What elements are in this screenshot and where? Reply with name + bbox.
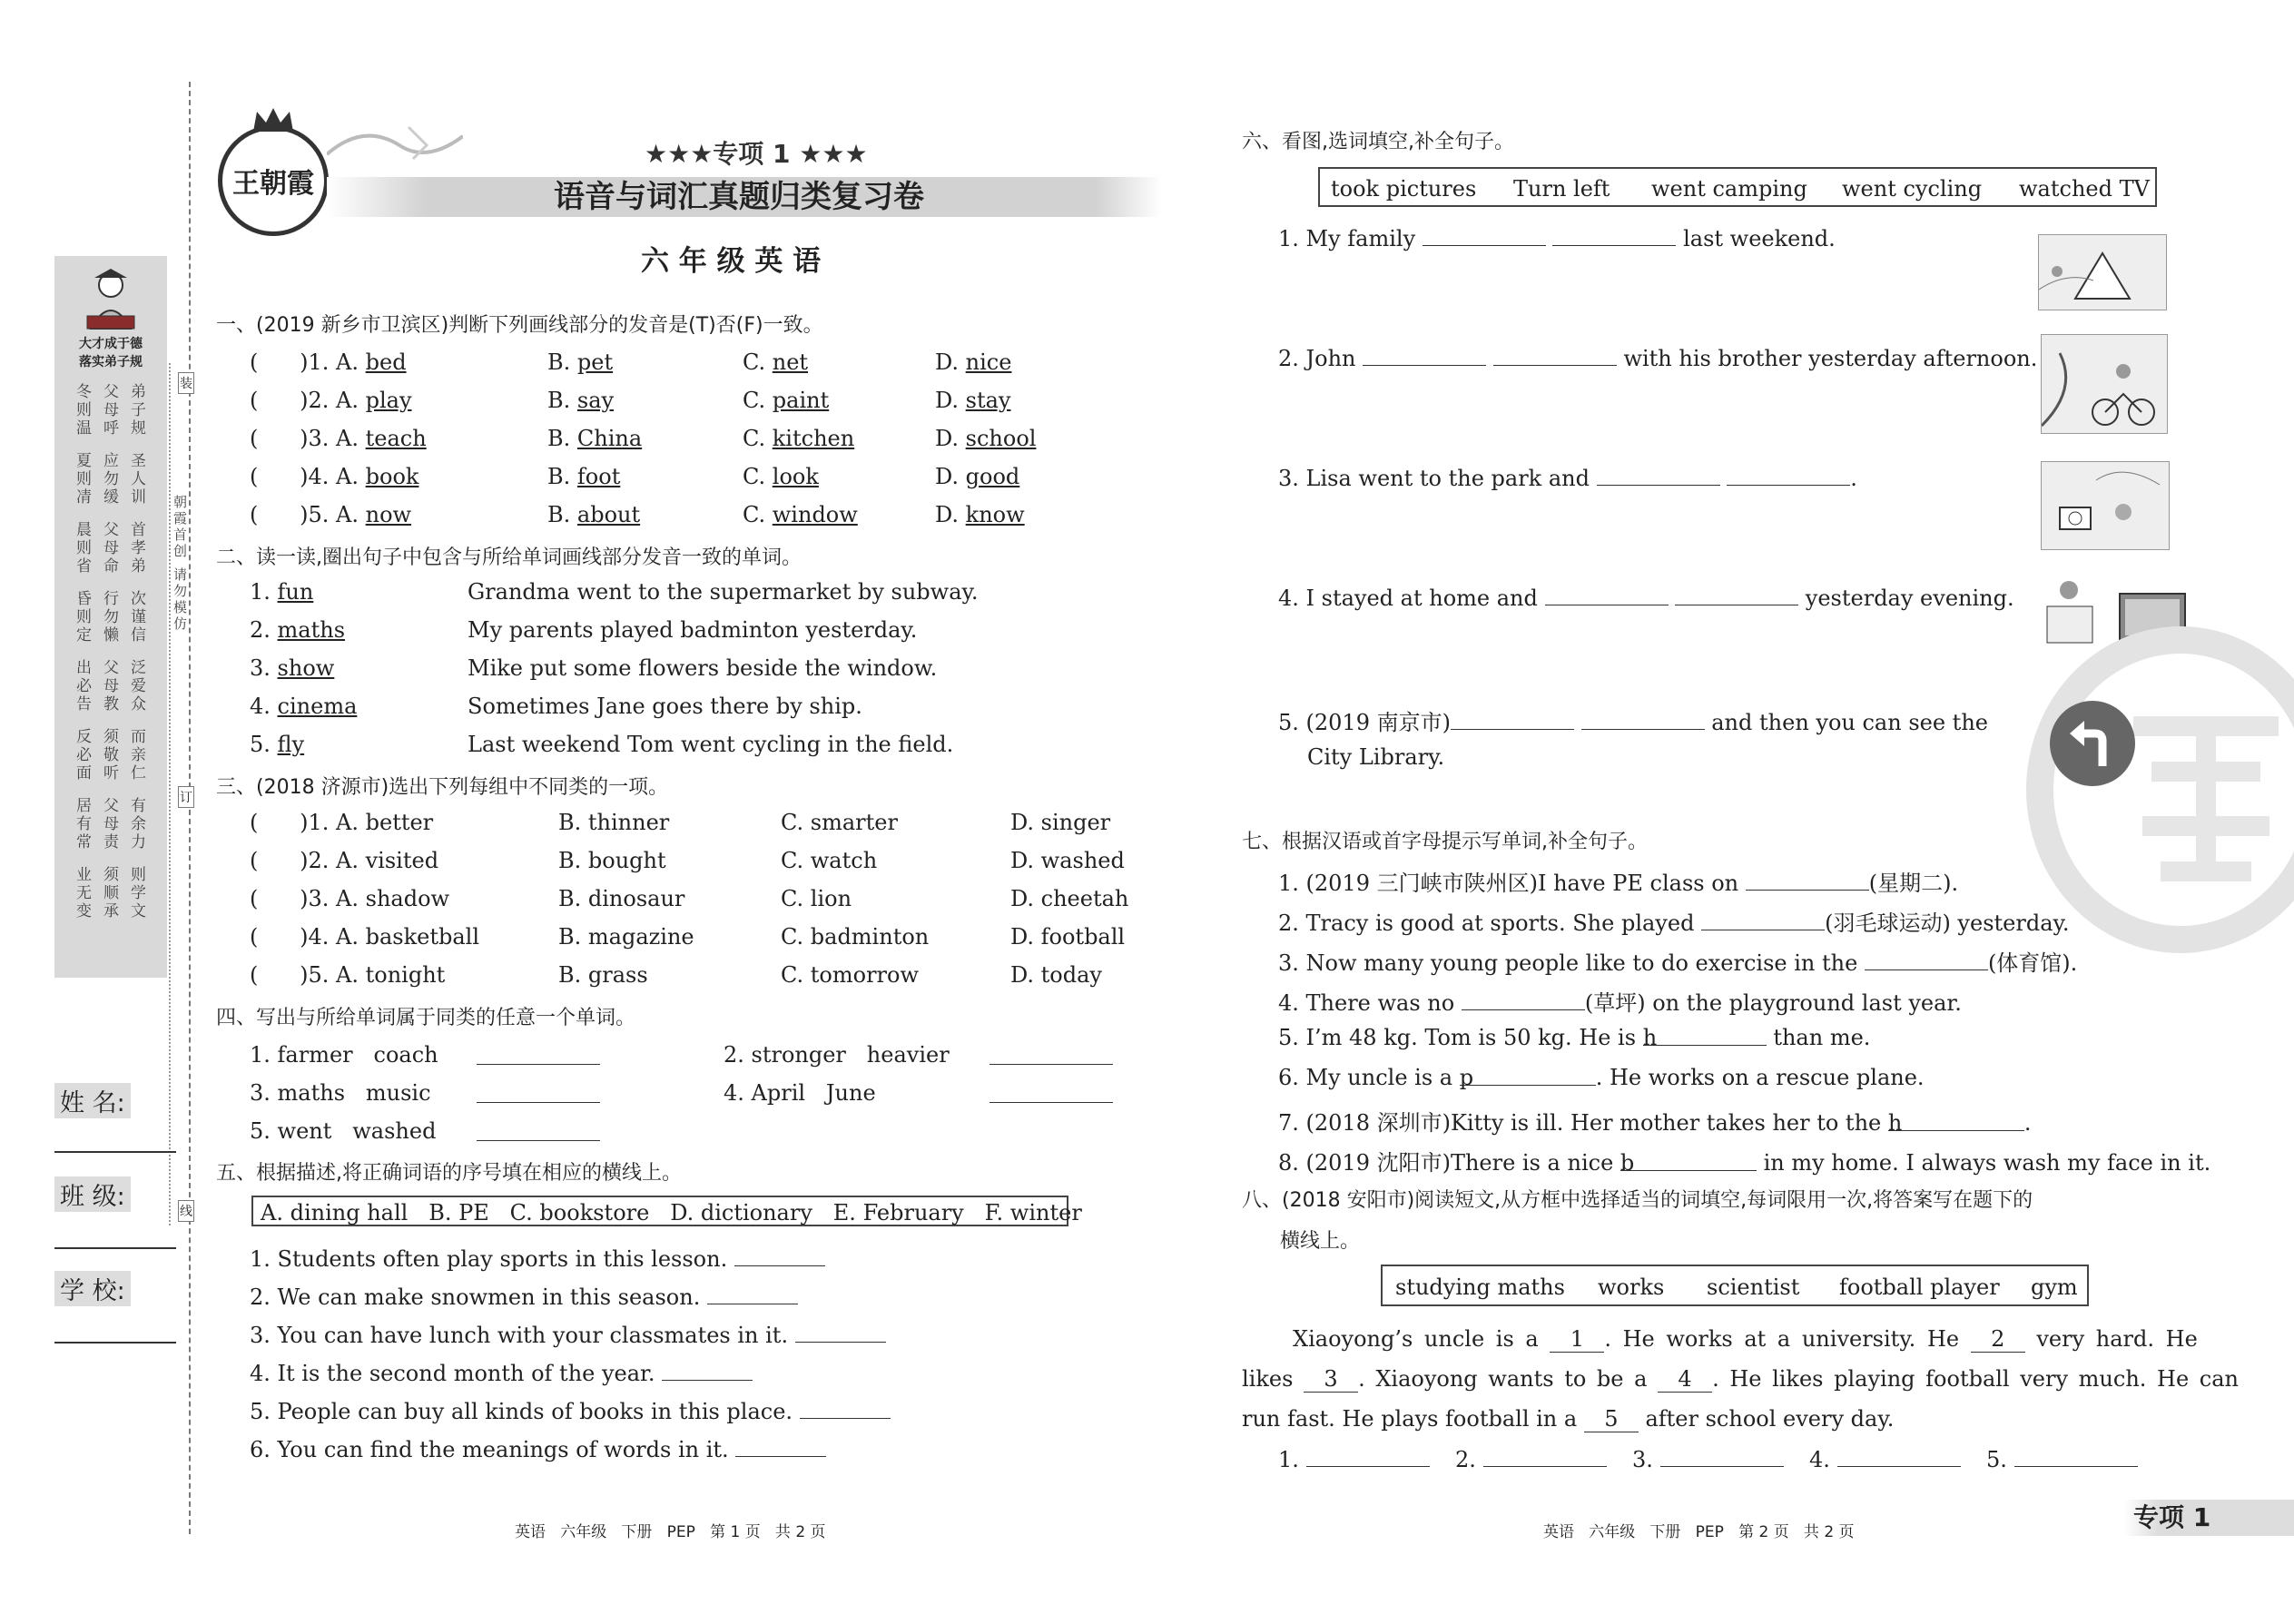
s1-row-d: D. know	[935, 502, 1025, 527]
s8-options-box	[1381, 1265, 2089, 1306]
camping-picture	[2038, 234, 2167, 310]
s3-option-b: B. magazine	[558, 924, 694, 950]
motto-col: 则学文	[127, 866, 145, 920]
motto-col: 昏则定	[73, 590, 91, 645]
s4-item: 1. farmer coach	[250, 1042, 438, 1068]
s8-answer: 5.	[1986, 1446, 2138, 1472]
s2-sentence: Last weekend Tom went cycling in the field.	[468, 732, 954, 757]
s6-item: 2. John with his brother yesterday afternoon.	[1278, 346, 2038, 371]
s8-answer: 3.	[1632, 1446, 1784, 1472]
s1-row-c: C. kitchen	[743, 426, 855, 451]
brand-logo-text: 王朝霞	[232, 168, 314, 200]
park-picture	[2041, 461, 2170, 550]
passage-blank[interactable]: 4	[1658, 1366, 1712, 1393]
section-3-heading: 三、(2018 济源市)选出下列每组中不同类的一项。	[216, 776, 669, 799]
s2-sentence: Grandma went to the supermarket by subway.	[468, 579, 979, 605]
passage-blank[interactable]: 1	[1550, 1326, 1604, 1353]
s1-row-b: B. China	[547, 426, 643, 451]
s7-blank[interactable]: h	[1643, 1025, 1767, 1046]
series-tag: ★★★专项 1 ★★★	[645, 139, 868, 169]
s6-item: 3. Lisa went to the park and .	[1278, 466, 1857, 491]
s7-item: 4. There was no (草坪) on the playground last year.	[1278, 990, 1962, 1016]
s8-answer: 2.	[1455, 1446, 1607, 1472]
passage-line-2: likes 3 . Xiaoyong wants to be a 4 . He likes playing football very much. He can	[1242, 1366, 2239, 1392]
s7-blank[interactable]: b	[1620, 1150, 1757, 1171]
s1-row: ( )5. A. now	[250, 502, 412, 527]
school-field[interactable]	[54, 1342, 176, 1343]
s7-item: 2. Tracy is good at sports. She played (羽毛球运动) yesterday.	[1278, 910, 2070, 936]
turn-left-arrow-icon	[2050, 701, 2135, 786]
motto-col: 反必面	[73, 728, 91, 782]
s6-option: went camping	[1651, 176, 1807, 202]
passage-blank[interactable]: 2	[1971, 1326, 2025, 1353]
s6-blank[interactable]	[1451, 709, 1574, 730]
s1-row-b: B. say	[547, 388, 615, 413]
s1-row-d: D. stay	[935, 388, 1011, 413]
s3-option-c: C. lion	[781, 886, 852, 911]
s6-blank[interactable]	[1552, 225, 1676, 246]
passage-blank[interactable]: 5	[1584, 1406, 1639, 1432]
motto-sidebar	[54, 256, 167, 978]
s5-item: 5. People can buy all kinds of books in this place.	[250, 1398, 891, 1424]
s1-row-c: C. look	[743, 464, 819, 489]
s8-answer: 4.	[1809, 1446, 1961, 1472]
s7-item: 3. Now many young people like to do exercise in the (体育馆).	[1278, 950, 2078, 976]
s5-answer-blank[interactable]	[662, 1360, 753, 1381]
s5-item: 3. You can have lunch with your classmates in it.	[250, 1322, 886, 1348]
section-4-heading: 四、写出与所给单词属于同类的任意一个单词。	[216, 1007, 636, 1029]
s8-answer-blank[interactable]	[1660, 1446, 1784, 1467]
motto-col: 父母责	[100, 797, 118, 851]
s6-option: went cycling	[1842, 176, 1983, 202]
s6-item: 5. (2019 南京市) and then you can see the	[1278, 710, 1988, 735]
motto-col: 冬则温	[73, 383, 91, 438]
motto-line-1: 大才成于德	[79, 337, 143, 351]
seal-char: 装	[178, 372, 194, 394]
motto-line-2: 落实弟子规	[79, 355, 143, 369]
s6-blank[interactable]	[1493, 345, 1617, 366]
s5-answer-blank[interactable]	[795, 1322, 886, 1343]
s3-option-b: B. thinner	[558, 810, 670, 835]
s4-answer-blank[interactable]	[477, 1082, 600, 1103]
motto-col: 首孝弟	[127, 521, 145, 576]
s1-row-d: D. school	[935, 426, 1037, 451]
s4-item: 4. April June	[724, 1080, 876, 1106]
s5-answer-blank[interactable]	[707, 1284, 798, 1304]
section-8-heading-cont: 横线上。	[1280, 1230, 1361, 1253]
s3-option-c: C. tomorrow	[781, 962, 920, 988]
s7-blank[interactable]	[1865, 950, 1988, 970]
s3-option-d: D. football	[1010, 924, 1126, 950]
motto-col: 业无变	[73, 866, 91, 920]
ribbon-decoration-icon	[327, 118, 463, 172]
s6-option: Turn left	[1513, 176, 1610, 202]
mi-watermark-icon	[2115, 690, 2294, 908]
s2-sentence: My parents played badminton yesterday.	[468, 617, 918, 643]
s5-item: 2. We can make snowmen in this season.	[250, 1284, 798, 1310]
section-2-heading: 二、读一读,圈出句子中包含与所给单词画线部分发音一致的单词。	[216, 546, 802, 569]
motto-col: 须敬听	[100, 728, 118, 782]
seal-char: 订	[178, 786, 194, 808]
bicycle-icon	[2042, 335, 2167, 433]
s3-row: ( )2. A. visited	[250, 848, 439, 873]
s2-word: 1. fun	[250, 579, 314, 605]
footer-left: 英语 六年级 下册 PEP 第 1 页 共 2 页	[515, 1523, 826, 1541]
scholar-figure-icon	[74, 265, 147, 338]
footer-right: 英语 六年级 下册 PEP 第 2 页 共 2 页	[1543, 1523, 1855, 1541]
s1-row: ( )2. A. play	[250, 388, 412, 413]
s4-item: 3. maths music	[250, 1080, 431, 1106]
s1-row: ( )1. A. bed	[250, 349, 407, 375]
s8-answer-blank[interactable]	[2014, 1446, 2138, 1467]
class-field[interactable]	[54, 1247, 176, 1249]
s1-row-b: B. about	[547, 502, 641, 527]
s1-row-b: B. foot	[547, 464, 621, 489]
s1-row: ( )4. A. book	[250, 464, 419, 489]
motto-col: 父母命	[100, 521, 118, 576]
motto-col: 出必告	[73, 659, 91, 714]
s6-item: 1. My family last weekend.	[1278, 226, 1836, 251]
s3-row: ( )1. A. better	[250, 810, 434, 835]
motto-col: 圣人训	[127, 452, 145, 507]
s4-item: 5. went washed	[250, 1118, 437, 1144]
section-8-heading: 八、(2018 安阳市)阅读短文,从方框中选择适当的词填空,每词限用一次,将答案写在题下的	[1242, 1189, 2033, 1212]
s6-option: watched TV	[2019, 176, 2150, 202]
s6-options-box	[1318, 167, 2157, 207]
motto-col: 父母教	[100, 659, 118, 714]
s7-item: 1. (2019 三门峡市陕州区)I have PE class on (星期二).	[1278, 871, 1959, 896]
motto-col: 次谨信	[127, 590, 145, 645]
motto-col: 晨则省	[73, 521, 91, 576]
s7-blank[interactable]	[1746, 870, 1869, 891]
motto-col: 而亲仁	[127, 728, 145, 782]
s3-row: ( )3. A. shadow	[250, 886, 450, 911]
s8-option: gym	[2031, 1275, 2078, 1300]
s6-blank[interactable]	[1597, 465, 1720, 486]
cycling-picture	[2041, 334, 2168, 434]
s4-answer-blank[interactable]	[477, 1120, 600, 1141]
s7-blank[interactable]: p	[1460, 1065, 1596, 1086]
passage-line-1: Xiaoyong’s uncle is a 1 . He works at a university. He 2 very hard. He	[1293, 1326, 2198, 1352]
s1-row: ( )3. A. teach	[250, 426, 427, 451]
passage-blank[interactable]: 3	[1304, 1366, 1358, 1393]
s3-option-d: D. washed	[1010, 848, 1125, 873]
s1-row-b: B. pet	[547, 349, 614, 375]
motto-col: 须顺承	[100, 866, 118, 920]
s6-blank[interactable]	[1545, 585, 1669, 605]
s7-item: 6. My uncle is a p . He works on a rescue plane.	[1278, 1065, 1925, 1090]
s7-item: 8. (2019 沈阳市)There is a nice b in my home. I always wash my face in it.	[1278, 1150, 2211, 1176]
section-7-heading: 七、根据汉语或首字母提示写单词,补全句子。	[1242, 831, 1648, 853]
brand-logo	[218, 125, 329, 236]
s2-sentence: Mike put some flowers beside the window.	[468, 655, 938, 681]
s4-answer-blank[interactable]	[989, 1044, 1113, 1065]
s5-answer-blank[interactable]	[734, 1245, 825, 1266]
binding-dotted-line	[169, 363, 171, 1225]
s6-blank[interactable]	[1363, 345, 1486, 366]
s2-sentence: Sometimes Jane goes there by ship.	[468, 694, 862, 719]
class-label: 班 级:	[54, 1176, 131, 1212]
page-title: 语音与词汇真题归类复习卷	[554, 179, 924, 215]
s8-option: football player	[1839, 1275, 2000, 1300]
s3-option-d: D. today	[1010, 962, 1102, 988]
s3-option-d: D. singer	[1010, 810, 1111, 835]
s4-answer-blank[interactable]	[989, 1082, 1113, 1103]
s6-item: 4. I stayed at home and yesterday evening.	[1278, 586, 2014, 611]
s7-item: 5. I’m 48 kg. Tom is 50 kg. He is h than me.	[1278, 1025, 1871, 1050]
s3-option-c: C. watch	[781, 848, 878, 873]
motto-col: 有余力	[127, 797, 145, 851]
s8-option: studying maths	[1395, 1275, 1565, 1300]
s3-row: ( )5. A. tonight	[250, 962, 446, 988]
s8-answer-blank[interactable]	[1837, 1446, 1961, 1467]
s5-item: 6. You can find the meanings of words in it.	[250, 1436, 826, 1462]
motto-col: 行勿懒	[100, 590, 118, 645]
section-1-heading: 一、(2019 新乡市卫滨区)判断下列画线部分的发音是(T)否(F)一致。	[216, 314, 823, 337]
s1-row-c: C. window	[743, 502, 858, 527]
s2-word: 4. cinema	[250, 694, 358, 719]
school-label: 学 校:	[54, 1271, 131, 1306]
s2-word: 3. show	[250, 655, 335, 681]
motto-col: 父母呼	[100, 383, 118, 438]
s5-item: 4. It is the second month of the year.	[250, 1360, 753, 1386]
s1-row-c: C. net	[743, 349, 809, 375]
s2-word: 5. fly	[250, 732, 305, 757]
s3-option-d: D. cheetah	[1010, 886, 1129, 911]
s5-answer-blank[interactable]	[800, 1398, 891, 1419]
motto-col: 应勿缓	[100, 452, 118, 507]
turn-left-sign	[2050, 701, 2135, 786]
s8-answer: 1.	[1278, 1446, 1430, 1472]
name-field[interactable]	[54, 1151, 176, 1153]
s8-answer-blank[interactable]	[1306, 1446, 1430, 1467]
s6-blank[interactable]	[1423, 225, 1546, 246]
s6-item-continued: City Library.	[1307, 744, 1445, 770]
s8-option: scientist	[1707, 1275, 1800, 1300]
s6-blank[interactable]	[1727, 465, 1850, 486]
s7-blank[interactable]	[1462, 989, 1585, 1010]
name-label: 姓 名:	[54, 1083, 131, 1118]
s3-option-b: B. grass	[558, 962, 648, 988]
motto-columns	[62, 383, 162, 964]
s5-answer-blank[interactable]	[735, 1436, 826, 1457]
motto-col: 泛爱众	[127, 659, 145, 714]
binding-dashed-line	[189, 82, 191, 1534]
seal-char: 线	[178, 1200, 194, 1222]
s6-blank[interactable]	[1675, 585, 1798, 605]
passage-line-3: run fast. He plays football in a 5 after school every day.	[1242, 1406, 1895, 1432]
camera-icon	[2042, 462, 2169, 549]
s3-option-c: C. smarter	[781, 810, 898, 835]
s3-option-c: C. badminton	[781, 924, 930, 950]
s1-row-d: D. nice	[935, 349, 1012, 375]
s4-item: 2. stronger heavier	[724, 1042, 950, 1068]
s1-row-c: C. paint	[743, 388, 830, 413]
tent-icon	[2039, 235, 2166, 310]
corner-tag: 专项 1	[2133, 1502, 2211, 1532]
s1-row-d: D. good	[935, 464, 1020, 489]
s3-row: ( )4. A. basketball	[250, 924, 480, 950]
motto-col: 弟子规	[127, 383, 145, 438]
motto-col: 居有常	[73, 797, 91, 851]
motto-col: 夏则凊	[73, 452, 91, 507]
s4-answer-blank[interactable]	[477, 1044, 600, 1065]
s5-item: 1. Students often play sports in this lesson.	[250, 1245, 825, 1272]
copyright-side-note: 朝霞首创 请勿模仿	[172, 495, 188, 633]
s7-blank[interactable]	[1701, 910, 1825, 930]
s3-option-b: B. dinosaur	[558, 886, 685, 911]
s3-option-b: B. bought	[558, 848, 666, 873]
s8-answer-blank[interactable]	[1483, 1446, 1607, 1467]
crown-icon	[250, 106, 297, 133]
section-6-heading: 六、看图,选词填空,补全句子。	[1242, 131, 1514, 153]
section-5-heading: 五、根据描述,将正确词语的序号填在相应的横线上。	[216, 1162, 682, 1185]
page-subtitle: 六 年 级 英 语	[641, 245, 822, 278]
s7-blank[interactable]: h	[1888, 1110, 2024, 1131]
s6-option: took pictures	[1331, 176, 1477, 202]
s7-item: 7. (2018 深圳市)Kitty is ill. Her mother takes her to the h .	[1278, 1110, 2032, 1136]
s2-word: 2. maths	[250, 617, 346, 643]
s5-options-box: A. dining hall B. PE C. bookstore D. dictionary E. February F. winter	[251, 1196, 1068, 1226]
s6-blank[interactable]	[1581, 709, 1705, 730]
s8-option: works	[1598, 1275, 1665, 1300]
